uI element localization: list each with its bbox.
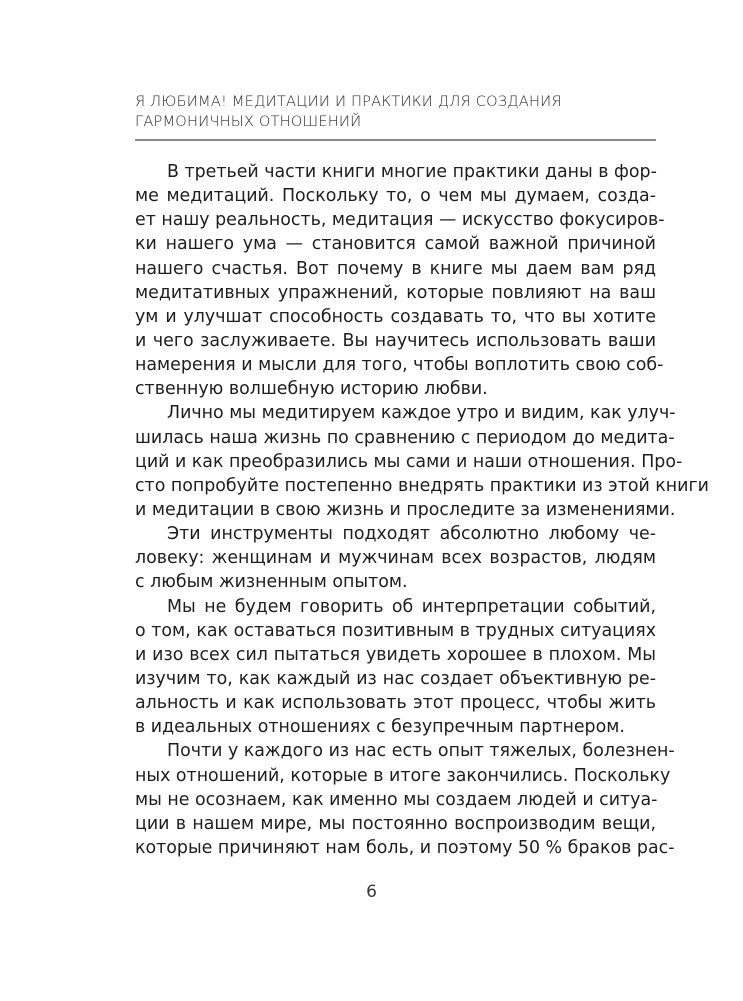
text-line: которые причиняют нам боль, и поэтому 50 % браков рас- — [135, 837, 675, 858]
text-line: Мы не будем говорить об интерпретации событий, — [167, 596, 656, 617]
text-line: ки нашего ума — становится самой важной причиной — [135, 234, 656, 255]
paragraph — [135, 401, 709, 522]
text-line: альность и как использовать этот процесс, чтобы жить — [135, 693, 656, 714]
text-line: Эти инструменты подходят абсолютно любому че- — [167, 524, 656, 545]
text-line: с любым жизненным опытом. — [135, 572, 408, 593]
text-line: Почти у каждого из нас есть опыт тяжелых, болезнен- — [167, 741, 675, 762]
text-line: ловеку: женщинам и мужчинам всех возрастов, людям — [135, 548, 656, 569]
text-line: сто попробуйте постепенно внедрять практики из этой книги — [135, 475, 709, 496]
text-line: о том, как оставаться позитивным в трудных ситуациях — [135, 620, 656, 641]
text-line: ций и как преобразились мы сами и наши отношения. Про- — [135, 451, 683, 472]
paragraph — [135, 595, 656, 740]
text-line: медитативных упражнений, которые повлияют на ваш — [135, 282, 656, 303]
header-divider — [135, 139, 656, 141]
page-number: 6 — [366, 882, 377, 902]
text-line: В третьей части книги многие практики даны в фор- — [167, 162, 657, 182]
running-head-line: ГАРМОНИЧНЫХ ОТНОШЕНИЙ — [135, 113, 362, 130]
text-line: ных отношений, которые в итоге закончились. Поскольку — [135, 765, 671, 786]
text-line: ции в нашем мире, мы постоянно воспроизводим вещи, — [135, 813, 656, 834]
paragraph — [135, 522, 656, 594]
text-line: мы не осознаем, как именно мы создаем людей и ситуа- — [135, 789, 658, 810]
text-line: в идеальных отношениях с безупречным партнером. — [135, 717, 625, 738]
text-line: нашего счастья. Вот почему в книге мы даем вам ряд — [135, 258, 656, 279]
text-line: и чего заслуживаете. Вы научитесь использовать ваши — [135, 330, 656, 351]
text-line: изучим то, как каждый из нас создает объективную ре- — [135, 668, 656, 689]
text-line: ме медитаций. Поскольку то, о чем мы думаем, созда- — [135, 186, 656, 207]
text-line: ум и улучшат способность создавать то, что вы хотите — [135, 306, 656, 327]
running-head — [135, 92, 655, 132]
text-line: Лично мы медитируем каждое утро и видим, как улуч- — [167, 403, 676, 424]
text-line: намерения и мысли для того, чтобы воплотить свою соб- — [135, 355, 664, 376]
text-line: ственную волшебную историю любви. — [135, 379, 488, 400]
text-line: и медитации в свою жизнь и проследите за изменениями. — [135, 499, 676, 520]
paragraph — [135, 739, 675, 860]
text-line: шилась наша жизнь по сравнению с периодом до медита- — [135, 427, 675, 448]
running-head-line: Я ЛЮБИМА! МЕДИТАЦИИ И ПРАКТИКИ ДЛЯ СОЗДАНИЯ — [135, 93, 562, 110]
body-text — [135, 160, 709, 860]
text-line: ет нашу реальность, медитация — искусство фокусиров- — [135, 210, 665, 231]
paragraph — [135, 160, 665, 401]
text-line: и изо всех сил пытаться увидеть хорошее в плохом. Мы — [135, 644, 656, 665]
